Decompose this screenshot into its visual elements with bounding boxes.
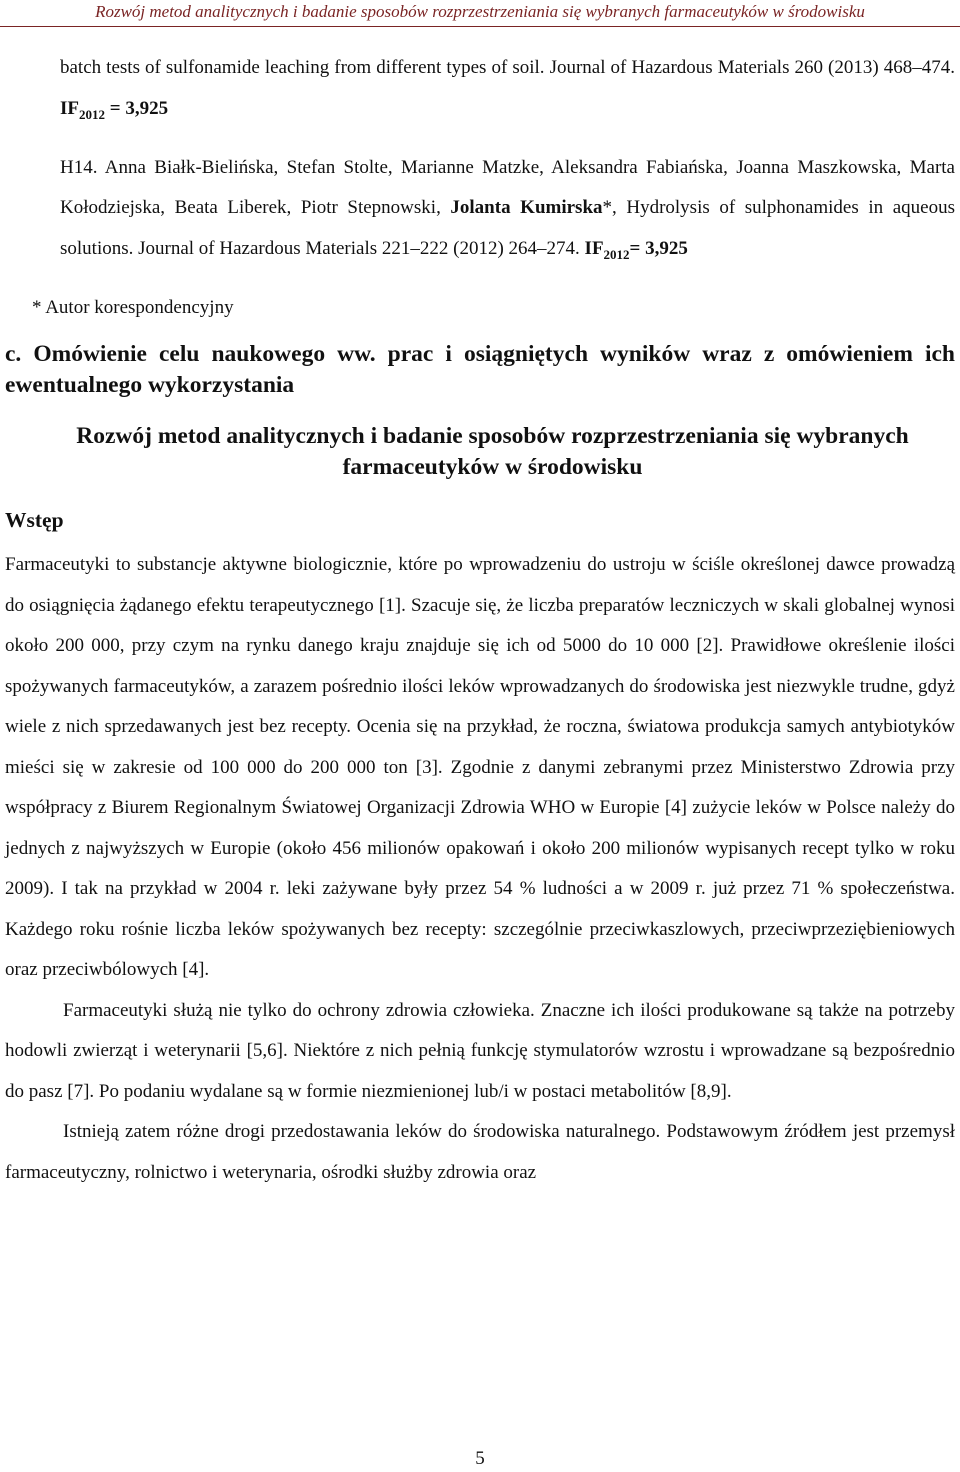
reference-h14-text: *, Hydrolysis of sulphonamides in aqueous solutions. Journal of Hazardous Materials 221–222 (2012) 264–274. xyxy=(60,197,955,259)
reference-h14 xyxy=(60,148,955,275)
page-number: 5 xyxy=(475,1448,485,1469)
footnote: * Autor korespondencyjny xyxy=(32,297,234,319)
reference-h13 xyxy=(60,48,955,135)
page-content xyxy=(0,48,955,1193)
running-header-text: Rozwój metod analitycznych i badanie sposobów rozprzestrzeniania się wybranych farmaceutyków w środowisku xyxy=(95,2,865,21)
subheading-wstep: Wstęp xyxy=(5,508,64,533)
section-title: Rozwój metod analitycznych i badanie sposobów rozprzestrzeniania się wybranych farmaceutyków w środowisku xyxy=(76,423,909,481)
body-paragraph: Farmaceutyki to substancje aktywne biologicznie, które po wprowadzeniu do ustroju w ściśle określonej dawce prowadzą do osiągnięcia żądanego efektu terapeutycznego [1]. Szacuje się, że liczba preparatów leczniczych w skali globalnej wynosi około 200 000, przy czym na rynku danego kraju znajduje się ich od 5000 do 10 000 [2]. Prawidłowe określenie ilości spożywanych farmaceutyków, a zarazem pośrednio ilości leków wprowadzanych do środowiska jest niezwykle trudne, gdyż wiele z nich sprzedawanych jest bez recepty. Ocenia się na przykład, że roczna, światowa produkcja samych antybiotyków mieści się w zakresie od 100 000 do 200 000 ton [3]. Zgodnie z danymi zebranymi przez Ministerstwo Zdrowia przy współpracy z Biurem Regionalnym Światowej Organizacji Zdrowia WHO w Europie [4] zużycie leków w Polsce należy do jednych z najwyższych w Europie (około 456 milionów opakowań i około 200 milionów wypisanych recept tylko w roku 2009). I tak na przykład w 2004 r. leki zażywane były przez 54 % ludności a w 2009 r. już przez 71 % społeczeństwa. Każdego roku rośnie liczba leków spożywanych bez recepty: szczególnie przeciwkaszlowych, przeciwprzeziębieniowych oraz przeciwbólowych [4]. xyxy=(5,554,955,981)
reference-h14-impact-factor: $IF_{2012}= 3,925$ xyxy=(584,237,688,262)
reference-h14-id: H14. xyxy=(60,156,98,178)
body-paragraph: Istnieją zatem różne drogi przedostawania leków do środowiska naturalnego. Podstawowym źródłem jest przemysł farmaceutyczny, rolnictwo i weterynaria, ośrodki służby zdrowia oraz xyxy=(5,1121,955,1183)
section-heading: c. Omówienie celu naukowego ww. prac i osiągniętych wyników wraz z omówieniem ich ewentualnego wykorzystania xyxy=(5,341,955,399)
header-rule xyxy=(0,26,960,27)
reference-h13-impact-factor: $IF_{2012} = 3,925$ xyxy=(60,97,169,122)
reference-h13-text: batch tests of sulfonamide leaching from different types of soil. Journal of Hazardous Materials 260 (2013) 468–474. xyxy=(60,57,955,78)
reference-h14-authors: Anna Białk-Bielińska, Stefan Stolte, Marianne Matzke, Aleksandra Fabiańska, Joanna Maszkowska, Marta Kołodziejska, Beata Liberek, Piotr Stepnowski, xyxy=(60,156,955,219)
body-paragraph: Farmaceutyki służą nie tylko do ochrony zdrowia człowieka. Znaczne ich ilości produkowane są także na potrzeby hodowli zwierząt i weterynarii [5,6]. Niektóre z nich pełnią funkcję stymulatorów wzrostu i wprowadzane są bezpośrednio do pasz [7]. Po podaniu wydalane są w formie niezmienionej lub/i w postaci metabolitów [8,9]. xyxy=(5,999,955,1102)
reference-h14-corresponding-author: Jolanta Kumirska xyxy=(450,197,603,219)
